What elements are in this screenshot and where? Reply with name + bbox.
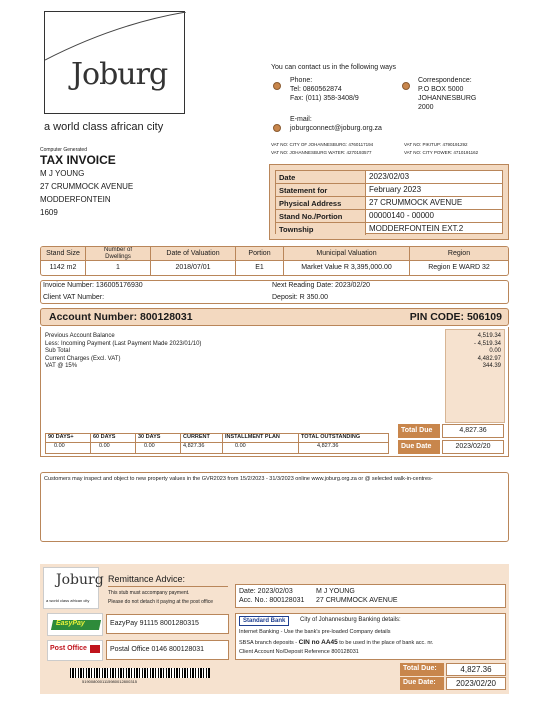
easypay-logo bbox=[47, 613, 103, 636]
email-address[interactable]: joburgconnect@joburg.org.za bbox=[290, 125, 382, 132]
client-vat-number: Client VAT Number: bbox=[43, 294, 105, 301]
notice-box bbox=[40, 472, 509, 542]
property-value: 1142 m2 bbox=[41, 261, 86, 275]
joburg-logo: Joburg bbox=[71, 57, 168, 92]
mail-icon bbox=[402, 82, 410, 90]
vat-row1-left: VAT NO: CITY OF JOHANNESBURG: 4760117194 bbox=[271, 142, 374, 147]
property-header: Number of Dwellings bbox=[86, 247, 151, 260]
corr-line3: 2000 bbox=[418, 104, 434, 111]
logo-box bbox=[44, 11, 185, 114]
next-reading-date: Next Reading Date: 2023/02/20 bbox=[272, 282, 371, 289]
bank-cin: CIN no AA45 bbox=[298, 639, 338, 646]
bank-line1: Internet Banking - Use the bank's pre-loaded Company details bbox=[239, 629, 391, 635]
detail-value: 2023/02/03 bbox=[369, 172, 410, 181]
invoice-title: TAX INVOICE bbox=[40, 153, 116, 167]
phone-icon bbox=[273, 82, 281, 90]
property-header: Date of Valuation bbox=[151, 247, 236, 260]
standard-bank-logo: Standard Bank bbox=[239, 616, 289, 626]
ageing-value: 0.00 bbox=[136, 443, 181, 453]
bank-line2-a: SBSA branch deposits - bbox=[239, 640, 298, 646]
email-label: E-mail: bbox=[290, 116, 312, 123]
detail-row bbox=[276, 184, 502, 197]
bank-line2-c: to be used in the place of bank acc. nr. bbox=[339, 640, 434, 646]
ageing-header: 90 DAYS+ bbox=[46, 434, 91, 442]
stub-due-date-label: Due Date: bbox=[400, 677, 444, 690]
property-header: Municipal Valuation bbox=[284, 247, 410, 260]
ageing-header: 30 DAYS bbox=[136, 434, 181, 442]
charge-label: Current Charges (Excl. VAT) bbox=[45, 355, 121, 362]
ageing-value: 4,827.36 bbox=[181, 443, 223, 453]
charge-amount: 344.39 bbox=[482, 363, 501, 369]
phone-label: Phone: bbox=[290, 77, 313, 84]
totals-box bbox=[398, 424, 506, 455]
property-value: E1 bbox=[236, 261, 284, 275]
deposit: Deposit: R 350.00 bbox=[272, 294, 329, 301]
detail-row bbox=[276, 223, 502, 235]
postoffice-icon bbox=[90, 645, 100, 653]
charge-label: VAT @ 15% bbox=[45, 363, 78, 369]
property-header: Stand Size bbox=[41, 247, 86, 260]
stub-logo bbox=[43, 567, 104, 609]
property-header: Portion bbox=[236, 247, 284, 260]
client-name: M J YOUNG bbox=[40, 169, 85, 178]
charge-amount: 4,482.97 bbox=[477, 355, 501, 362]
charge-label: Less: Incoming Payment (Last Payment Made 2023/01/10) bbox=[45, 340, 202, 347]
bank-box bbox=[235, 613, 506, 660]
corr-line2: JOHANNESBURG bbox=[418, 95, 477, 102]
property-value: 1 bbox=[86, 261, 151, 275]
detail-label: Stand No./Portion bbox=[276, 210, 366, 222]
charge-label: Sub Total bbox=[45, 348, 70, 354]
ageing-header: TOTAL OUTSTANDING bbox=[301, 434, 361, 440]
detail-value: 27 CRUMMOCK AVENUE bbox=[369, 198, 463, 207]
ageing-value: 4,827.36 bbox=[317, 443, 339, 449]
charge-line bbox=[45, 356, 505, 364]
property-value: Market Value R 3,395,000.00 bbox=[284, 261, 410, 275]
due-date-label: Due Date bbox=[398, 440, 440, 454]
stub-total-due-value: 4,827.36 bbox=[446, 663, 506, 676]
bank-title: City of Johannesburg Banking details: bbox=[300, 617, 401, 623]
ageing-header: 60 DAYS bbox=[91, 434, 136, 442]
charge-amount: - 4,519.34 bbox=[473, 340, 501, 347]
vat-row1-right: VAT NO: PIKITUP: 4790191292 bbox=[404, 142, 468, 147]
corr-line1: P.O BOX 5000 bbox=[418, 86, 464, 93]
ageing-header: CURRENT bbox=[181, 434, 223, 442]
ageing-header: INSTALLMENT PLAN bbox=[223, 434, 299, 442]
phone-tel: Tel: 0860562874 bbox=[290, 86, 342, 93]
stub-account-box bbox=[235, 584, 506, 608]
details-table bbox=[269, 164, 509, 240]
property-value: 2018/07/01 bbox=[151, 261, 236, 275]
stub-joburg-logo: Joburg bbox=[56, 572, 104, 588]
detail-label: Statement for bbox=[276, 184, 366, 196]
client-address2: MODDERFONTEIN bbox=[40, 195, 111, 204]
property-header: Region bbox=[410, 247, 508, 260]
charges-area bbox=[40, 327, 509, 457]
vat-row2-left: VAT NO: JOHANNESBURG WATER: 4270193577 bbox=[271, 150, 372, 155]
stub-address: 27 CRUMMOCK AVENUE bbox=[316, 597, 398, 604]
detail-label: Township bbox=[276, 223, 366, 235]
notice-text: Customers may inspect and object to new property values in the GVR2023 from 15/2/2023 - 31/3/2023 online www.joburg.org.za or @ selected walk-in-centres- bbox=[44, 476, 433, 482]
invoice-number: Invoice Number: 136005176930 bbox=[43, 282, 143, 289]
detail-row bbox=[276, 210, 502, 223]
total-due-label: Total Due bbox=[398, 424, 440, 438]
easypay-logo-text: EasyPay bbox=[56, 620, 85, 627]
ageing-value: 0.00 bbox=[91, 443, 136, 453]
easypay-text: EazyPay 91115 8001280315 bbox=[110, 620, 199, 627]
detail-value: 00000140 - 00000 bbox=[369, 211, 434, 220]
detail-row bbox=[276, 171, 502, 184]
charge-line bbox=[45, 348, 505, 356]
contact-intro: You can contact us in the following ways bbox=[271, 64, 397, 71]
client-postcode: 1609 bbox=[40, 208, 58, 217]
stub-date: Date: 2023/02/03 bbox=[239, 588, 293, 595]
computer-generated: Computer Generated bbox=[40, 147, 87, 153]
stub-total-due-label: Total Due: bbox=[400, 663, 444, 676]
charge-lines bbox=[45, 333, 505, 371]
total-due-value: 4,827.36 bbox=[442, 424, 504, 438]
stub-name: M J YOUNG bbox=[316, 588, 355, 595]
phone-fax: Fax: (011) 358-3408/9 bbox=[290, 95, 359, 102]
barcode-number: 5190080001115980012800315 bbox=[82, 679, 138, 684]
remittance-title: Remittance Advice: bbox=[108, 574, 186, 584]
charge-amount: 0.00 bbox=[489, 348, 501, 354]
detail-value: February 2023 bbox=[369, 185, 422, 194]
remittance-stub bbox=[40, 564, 509, 694]
charge-line bbox=[45, 333, 505, 341]
pin-code: PIN CODE: 506109 bbox=[409, 311, 502, 323]
ageing-value: 0.00 bbox=[223, 443, 299, 453]
property-table bbox=[40, 246, 509, 276]
postoffice-text: Postal Office 0146 800128031 bbox=[110, 646, 205, 653]
easypay-box bbox=[106, 614, 229, 634]
remittance-note1: This stub must accompany payment. bbox=[108, 590, 190, 596]
account-number: Account Number: 800128031 bbox=[49, 311, 193, 323]
postoffice-logo-text: Post Office bbox=[50, 645, 87, 652]
remittance-note2: Please do not detach it paying at the post office bbox=[108, 599, 213, 605]
property-value: Region E WARD 32 bbox=[428, 264, 490, 271]
logo-tagline: a world class african city bbox=[44, 121, 164, 133]
charge-label: Previous Account Balance bbox=[45, 333, 115, 339]
stub-due-date-value: 2023/02/20 bbox=[446, 677, 506, 690]
vat-row2-right: VAT NO: CITY POWER: 4710191162 bbox=[404, 150, 479, 155]
postoffice-box bbox=[106, 640, 229, 660]
ageing-value: 0.00 bbox=[46, 443, 91, 453]
stub-tagline: a world class african city bbox=[46, 598, 90, 603]
account-bar bbox=[40, 308, 509, 326]
detail-row bbox=[276, 197, 502, 210]
client-address1: 27 CRUMMOCK AVENUE bbox=[40, 182, 134, 191]
bank-line3: Client Account No/Deposit Reference 800128031 bbox=[239, 649, 359, 655]
postoffice-logo bbox=[47, 640, 103, 661]
charge-line bbox=[45, 341, 505, 349]
charge-amount: 4,519.34 bbox=[477, 333, 501, 339]
stub-acc: Acc. No.: 800128031 bbox=[239, 597, 305, 604]
corr-label: Correspondence: bbox=[418, 77, 472, 84]
detail-label: Date bbox=[276, 171, 366, 183]
due-date-value: 2023/02/20 bbox=[442, 440, 504, 454]
meta-box bbox=[40, 280, 509, 304]
bank-line2 bbox=[239, 639, 433, 646]
detail-value: MODDERFONTEIN EXT.2 bbox=[369, 224, 464, 233]
charge-line bbox=[45, 363, 505, 371]
ageing-table bbox=[45, 433, 389, 454]
detail-label: Physical Address bbox=[276, 197, 366, 209]
barcode bbox=[70, 668, 210, 678]
email-icon bbox=[273, 124, 281, 132]
